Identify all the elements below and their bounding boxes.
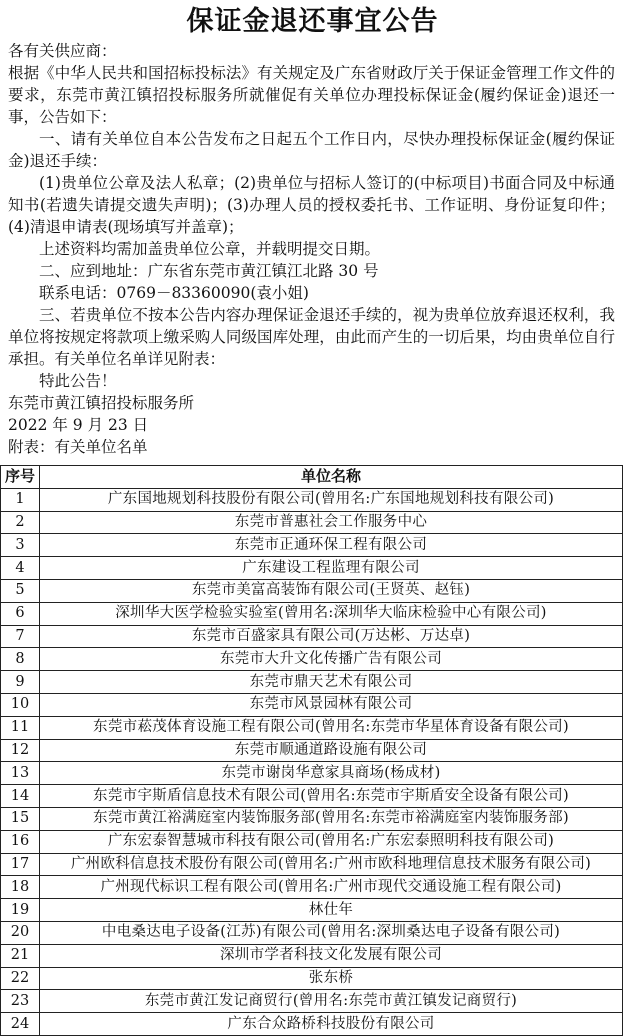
table-row [1,579,623,602]
table-row [1,990,623,1013]
item-1-detail: (1)贵单位公章及法人私章；(2)贵单位与招标人签订的(中标项目)书面合同及中标通知书(若遗失请提交遗失声明)；(3)办理人员的授权委托书、工作证明、身份证复印件；(4)清退申请表(现场填写并盖章)； [8,174,615,236]
row-index: 13 [1,762,40,785]
row-unit-name: 东莞市宇斯盾信息技术有限公司(曾用名:东莞市宇斯盾安全设备有限公司) [40,785,623,808]
signature: 东莞市黄江镇招投标服务所 [8,394,195,412]
row-unit-name: 东莞市顺通道路设施有限公司 [40,739,623,762]
contact-phone: 联系电话：0769－83360090(袁小姐) [39,284,309,302]
row-unit-name: 张东桥 [40,967,623,990]
table-row [1,899,623,922]
row-index: 6 [1,602,40,625]
row-index: 19 [1,899,40,922]
table-body [1,488,623,1035]
row-unit-name: 林仕年 [40,899,623,922]
row-index: 4 [1,557,40,580]
row-index: 9 [1,671,40,694]
table-row [1,762,623,785]
header-name: 单位名称 [40,466,623,489]
table-row [1,671,623,694]
row-unit-name: 东莞市鼎天艺术有限公司 [40,671,623,694]
row-index: 2 [1,511,40,534]
row-unit-name: 东莞市百盛家具有限公司(万达彬、万达卓) [40,625,623,648]
row-index: 14 [1,785,40,808]
intro-paragraph: 根据《中华人民共和国招标投标法》有关规定及广东省财政厅关于保证金管理工作文件的要求，东莞市黄江镇招投标服务所就催促有关单位办理投标保证金(履约保证金)退还一事，公告如下： [8,64,615,126]
row-unit-name: 东莞市黄江裕满庭室内装饰服务部(曾用名:东莞市裕满庭室内装饰服务部) [40,807,623,830]
table-row [1,534,623,557]
row-unit-name: 广东建设工程监理有限公司 [40,557,623,580]
item-2-address: 二、应到地址：广东省东莞市黄江镇江北路 30 号 [39,262,379,280]
table-row [1,602,623,625]
row-index: 10 [1,693,40,716]
row-index: 12 [1,739,40,762]
closing: 特此公告！ [39,372,117,390]
row-unit-name: 东莞市普惠社会工作服务中心 [40,511,623,534]
row-unit-name: 深圳华大医学检验实验室(曾用名:深圳华大临床检验中心有限公司) [40,602,623,625]
row-index: 11 [1,716,40,739]
row-unit-name: 广州现代标识工程有限公司(曾用名:广州市现代交通设施工程有限公司) [40,876,623,899]
table-row [1,625,623,648]
table-row [1,716,623,739]
row-unit-name: 东莞市正通环保工程有限公司 [40,534,623,557]
table-row [1,488,623,511]
table-row [1,807,623,830]
table-row [1,557,623,580]
row-index: 1 [1,488,40,511]
row-index: 3 [1,534,40,557]
item-1: 一、请有关单位自本公告发布之日起五个工作日内，尽快办理投标保证金(履约保证金)退还手续： [8,130,615,170]
row-index: 15 [1,807,40,830]
row-index: 17 [1,853,40,876]
row-unit-name: 中电桑达电子设备(江苏)有限公司(曾用名:深圳桑达电子设备有限公司) [40,921,623,944]
row-index: 8 [1,648,40,671]
row-unit-name: 东莞市风景园林有限公司 [40,693,623,716]
row-index: 18 [1,876,40,899]
header-index: 序号 [1,466,40,489]
table-row [1,944,623,967]
table-row [1,921,623,944]
table-row [1,967,623,990]
table-row [1,1013,623,1036]
row-unit-name: 东莞市美富高装饰有限公司(王贤英、赵钰) [40,579,623,602]
row-unit-name: 东莞市谢岗华意家具商场(杨成材) [40,762,623,785]
annex-label: 附表：有关单位名单 [8,438,148,456]
table-row [1,785,623,808]
table-row [1,511,623,534]
row-unit-name: 广东国地规划科技股份有限公司(曾用名:广东国地规划科技有限公司) [40,488,623,511]
row-index: 7 [1,625,40,648]
row-index: 23 [1,990,40,1013]
unit-list-table [0,465,623,1036]
table-row [1,693,623,716]
greeting: 各有关供应商： [8,42,117,60]
row-unit-name: 广州欧科信息技术股份有限公司(曾用名:广州市欧科地理信息技术服务有限公司) [40,853,623,876]
table-row [1,739,623,762]
table-row [1,648,623,671]
item-3: 三、若贵单位不按本公告内容办理保证金退还手续的，视为贵单位放弃退还权利，我单位将按规定将款项上缴采购人同级国库处理，由此而产生的一切后果，均由贵单位自行承担。有关单位名单详见附表： [8,306,615,368]
row-index: 16 [1,830,40,853]
table-row [1,876,623,899]
row-unit-name: 东莞市黄江发记商贸行(曾用名:东莞市黄江镇发记商贸行) [40,990,623,1013]
row-index: 24 [1,1013,40,1036]
notice-body [0,40,625,458]
table-header-row [1,466,623,489]
row-index: 21 [1,944,40,967]
row-index: 20 [1,921,40,944]
date: 2022 年 9 月 23 日 [8,416,149,434]
row-unit-name: 东莞市大升文化传播广告有限公司 [40,648,623,671]
item-1-note: 上述资料均需加盖贵单位公章，并载明提交日期。 [39,240,381,258]
row-unit-name: 广东宏泰智慧城市科技有限公司(曾用名:广东宏泰照明科技有限公司) [40,830,623,853]
row-unit-name: 深圳市学者科技文化发展有限公司 [40,944,623,967]
notice-title: 保证金退还事宜公告 [186,6,439,37]
table-row [1,830,623,853]
table-row [1,853,623,876]
row-unit-name: 东莞市菘茂体育设施工程有限公司(曾用名:东莞市华星体育设备有限公司) [40,716,623,739]
row-unit-name: 广东合众路桥科技股份有限公司 [40,1013,623,1036]
row-index: 22 [1,967,40,990]
row-index: 5 [1,579,40,602]
